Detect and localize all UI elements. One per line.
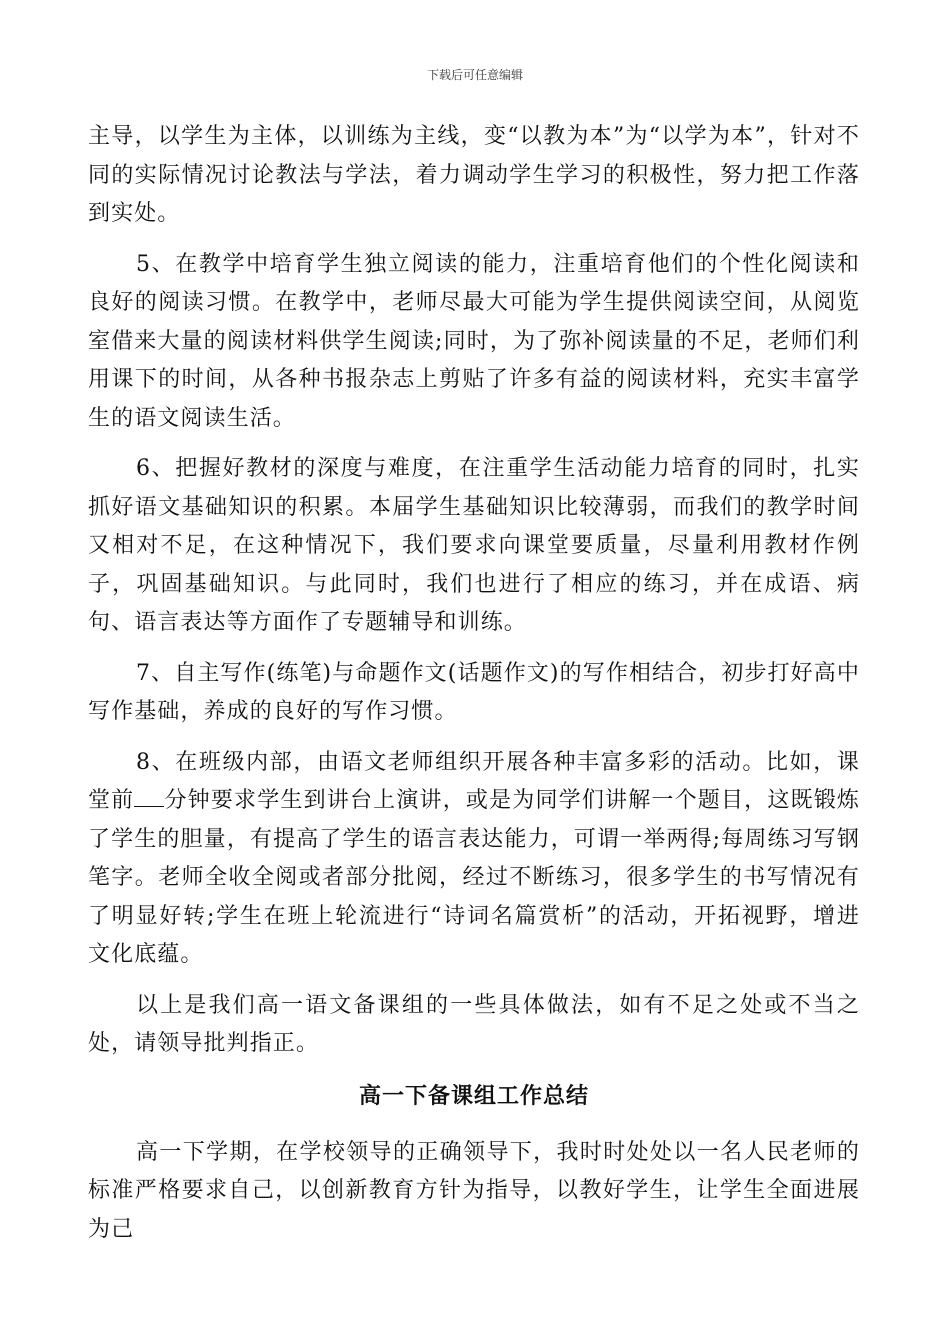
paragraph-item-8-part2: 分钟要求学生到讲台上演讲，或是为同学们讲解一个题目，这既锻炼了学生的胆量，有提高了学生的语言表达能力，可谓一举两得;每周练习写钢笔字。老师全收全阅或者部分批阅，经过不断练习，很多学生的书写情况有了明显好转;学生在班上轮流进行“诗词名篇赏析”的活动，开拓视野，增进文化底蕴。: [88, 788, 860, 967]
paragraph-item-7: 7、自主写作(练笔)与命题作文(话题作文)的写作相结合，初步打好高中写作基础，养成的良好的写作习惯。: [88, 660, 860, 724]
document-body: [88, 118, 860, 1261]
paragraph-conclusion: 以上是我们高一语文备课组的一些具体做法，如有不足之处或不当之处，请领导批判指正。: [88, 992, 860, 1056]
paragraph-summary-intro: 高一下学期，在学校领导的正确领导下，我时时处处以一名人民老师的标准严格要求自己，以创新教育方针为指导，以教好学生，让学生全面进展为己: [88, 1139, 860, 1242]
fill-in-blank: [134, 784, 164, 807]
page-header-note: 下载后可任意编辑: [426, 68, 523, 82]
paragraph-item-8: [88, 744, 860, 975]
paragraph-item-6: 6、把握好教材的深度与难度，在注重学生活动能力培育的同时，扎实抓好语文基础知识的积累。本届学生基础知识比较薄弱，而我们的教学时间又相对不足，在这种情况下，我们要求向课堂要质量，尽量利用教材作例子，巩固基础知识。与此同时，我们也进行了相应的练习，并在成语、病句、语言表达等方面作了专题辅导和训练。: [88, 456, 860, 635]
paragraph-continuation: 主导，以学生为主体，以训练为主线，变“以教为本”为“以学为本”，针对不同的实际情况讨论教法与学法，着力调动学生学习的积极性，努力把工作落到实处。: [88, 124, 860, 226]
section-title: 高一下备课组工作总结: [358, 1083, 589, 1109]
paragraph-item-5: 5、在教学中培育学生独立阅读的能力，注重培育他们的个性化阅读和良好的阅读习惯。在教学中，老师尽最大可能为学生提供阅读空间，从阅览室借来大量的阅读材料供学生阅读;同时，为了弥补阅读量的不足，老师们利用课下的时间，从各种书报杂志上剪贴了许多有益的阅读材料，充实丰富学生的语文阅读生活。: [88, 251, 860, 431]
paragraph-item-8-part1: 8、在班级内部，由语文老师组织开展各种丰富多彩的活动。比如，课堂前: [88, 749, 860, 813]
